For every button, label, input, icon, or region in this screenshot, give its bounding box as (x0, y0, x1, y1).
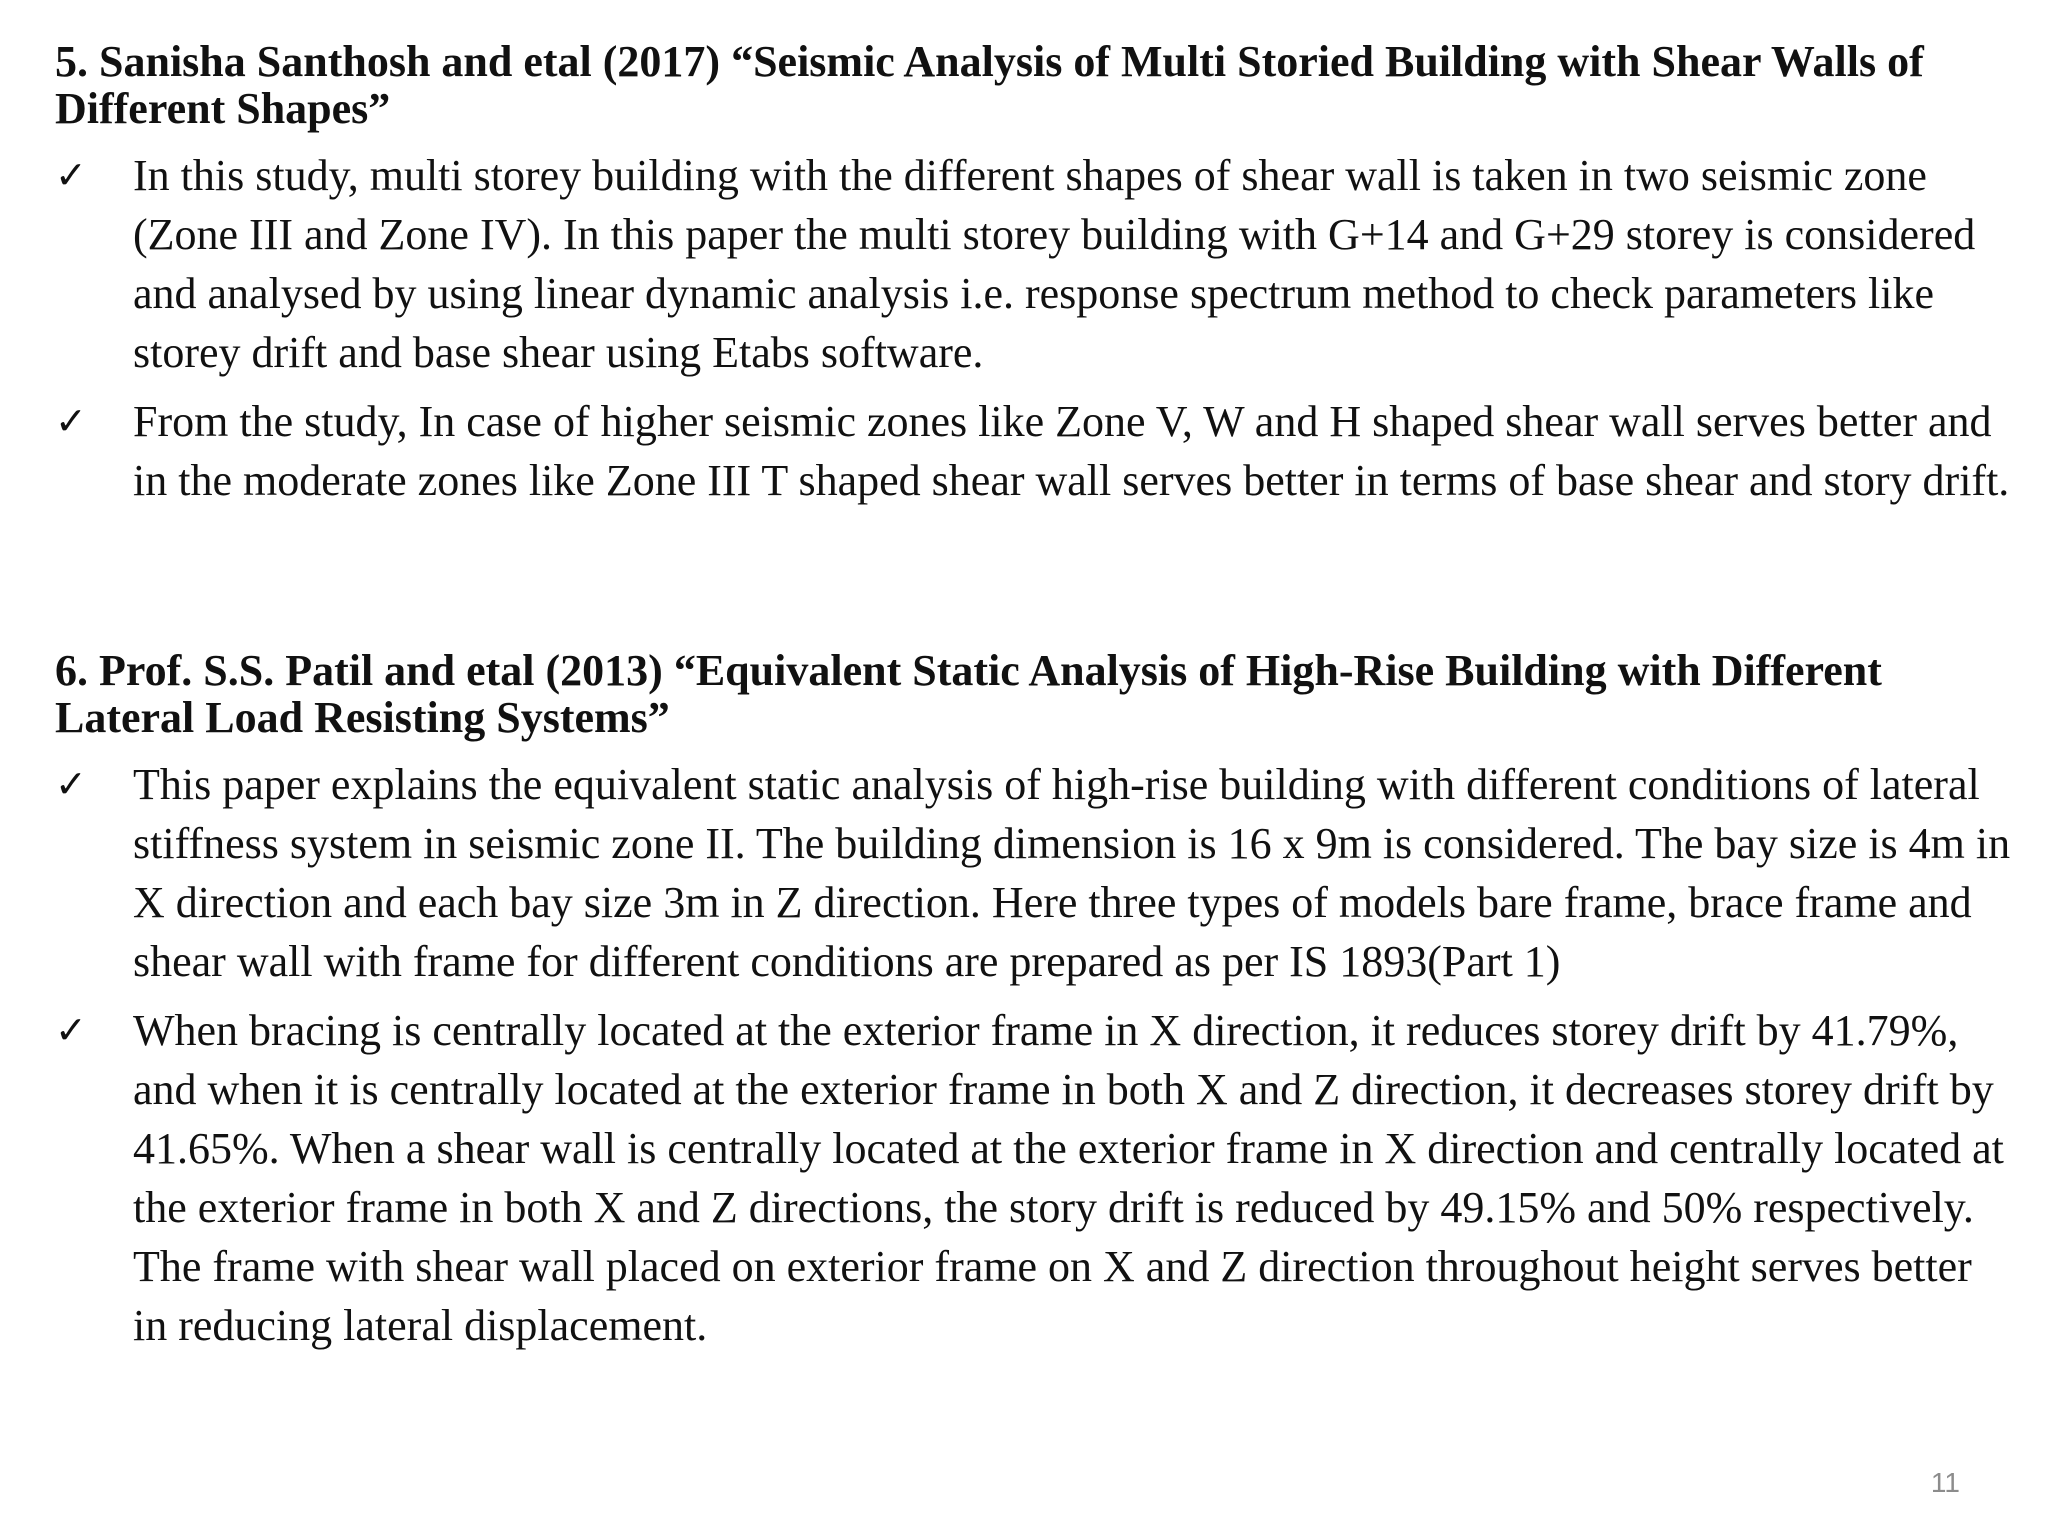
bullet-text: This paper explains the equivalent static analysis of high-rise building with different conditions of lateral stiffness system in seismic zone II. The building dimension is 16 x 9m is considered. The bay size is 4m in X direction and each bay size 3m in Z direction. Here three types of models bare frame, brace frame and shear wall with frame for different conditions are prepared as per IS 1893(Part 1) (133, 760, 2011, 986)
check-mark-icon: ✓ (55, 1008, 87, 1052)
bullet-item (55, 1001, 2015, 1355)
bullet-item (55, 755, 2015, 991)
bullet-list (55, 146, 2015, 510)
bullet-item (55, 146, 2015, 382)
literature-review-item-6 (55, 647, 2015, 1365)
check-mark-icon: ✓ (55, 399, 87, 443)
reference-heading: 6. Prof. S.S. Patil and etal (2013) “Equivalent Static Analysis of High-Rise Building with Different Lateral Load Resisting Systems” (55, 646, 1882, 742)
literature-review-item-5 (55, 38, 2015, 520)
check-mark-icon: ✓ (55, 762, 87, 806)
reference-heading: 5. Sanisha Santhosh and etal (2017) “Seismic Analysis of Multi Storied Building with Shear Walls of Different Shapes” (55, 37, 1924, 133)
bullet-text: When bracing is centrally located at the exterior frame in X direction, it reduces storey drift by 41.79%, and when it is centrally located at the exterior frame in both X and Z direction, it decreases storey drift by 41.65%. When a shear wall is centrally located at the exterior frame in X direction and centrally located at the exterior frame in both X and Z directions, the story drift is reduced by 49.15% and 50% respectively. The frame with shear wall placed on exterior frame on X and Z direction throughout height serves better in reducing lateral displacement. (133, 1006, 2004, 1350)
page-number: 11 (1930, 1467, 1960, 1498)
check-mark-icon: ✓ (55, 153, 87, 197)
bullet-text: In this study, multi storey building with the different shapes of shear wall is taken in two seismic zone (Zone III and Zone IV). In this paper the multi storey building with G+14 and G+29 storey is considered and analysed by using linear dynamic analysis i.e. response spectrum method to check parameters like storey drift and base shear using Etabs software. (133, 151, 1976, 377)
bullet-text: From the study, In case of higher seismic zones like Zone V, W and H shaped shear wall serves better and in the moderate zones like Zone III T shaped shear wall serves better in terms of base shear and story drift. (133, 397, 2010, 505)
bullet-item (55, 392, 2015, 510)
bullet-list (55, 755, 2015, 1355)
